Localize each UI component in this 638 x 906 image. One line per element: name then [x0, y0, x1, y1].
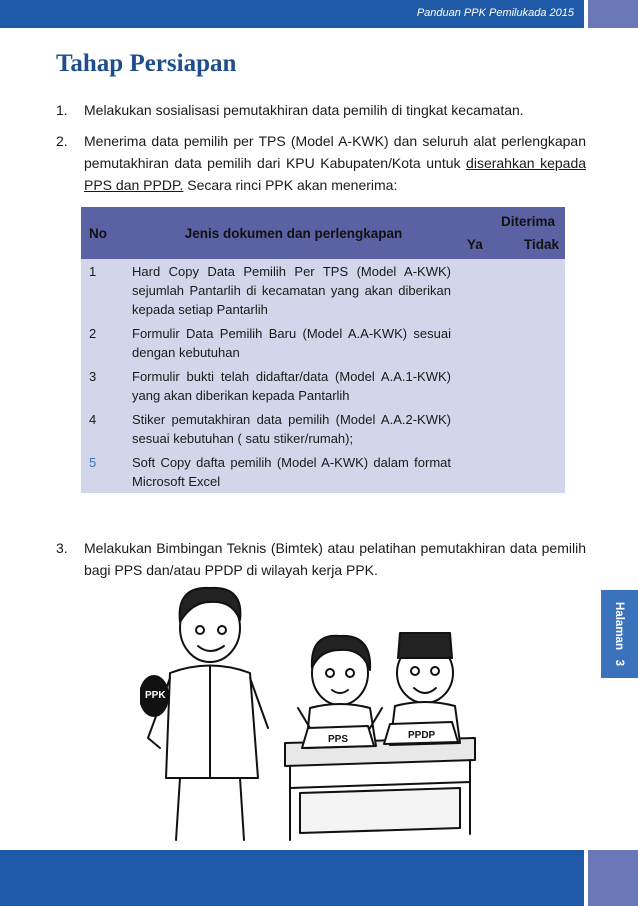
- documents-table: [81, 207, 565, 493]
- table-row: [81, 259, 565, 321]
- row-description: Hard Copy Data Pemilih Per TPS (Model A-KWK) sejumlah Pantarlih di kecamatan yang akan diberikan kepada setiap Pantarlih: [126, 259, 461, 321]
- header-received-title: Diterima: [500, 214, 555, 229]
- row-description: Stiker pemutakhiran data pemilih (Model A.A.2-KWK) sesuai kebutuhan ( satu stiker/rumah);: [126, 407, 461, 450]
- standing-officer: [140, 588, 268, 840]
- header-no-column: Tidak: [523, 237, 559, 252]
- item-text: Melakukan Bimbingan Teknis (Bimtek) atau pelatihan pemutakhiran data pemilih bagi PPS dan/atau PPDP di wilayah kerja PPK.: [84, 540, 586, 578]
- item-number: 1.: [56, 102, 68, 118]
- item-text-start: Menerima data pemilih per TPS (Model A-KWK) dan seluruh alat perlengkapan pemutakhiran data pemilih dari KPU Kabupaten/Kota untuk: [84, 133, 586, 171]
- row-number: 2: [81, 321, 126, 364]
- item-number: 2.: [56, 133, 68, 149]
- officials-illustration: [140, 578, 480, 848]
- table-header-row: [81, 207, 565, 259]
- item-text-end: Secara rinci PPK akan menerima:: [183, 177, 398, 193]
- header-received: [461, 207, 565, 259]
- item-text: [84, 130, 586, 196]
- header-no: No: [81, 207, 126, 259]
- desk-left-label: PPS: [328, 734, 349, 745]
- received-cell: [461, 259, 565, 493]
- row-description: Formulir Data Pemilih Baru (Model A.A-KWK) sesuai dengan kebutuhan: [126, 321, 461, 364]
- bottom-banner: [0, 850, 584, 906]
- officer-badge-label: PPK: [145, 690, 166, 701]
- page-number: 3: [613, 659, 625, 666]
- bottom-corner-block: [588, 850, 638, 906]
- desk: [285, 738, 475, 840]
- desk-right-label: PPDP: [408, 730, 436, 741]
- row-number: 3: [81, 364, 126, 407]
- list-item-2: [56, 130, 586, 196]
- row-number: 5: [81, 450, 126, 493]
- page-title: Tahap Persiapan: [56, 50, 237, 77]
- item-number: 3.: [56, 540, 68, 556]
- running-header: Panduan PPK Pemilukada 2015: [416, 7, 574, 19]
- list-item-1: [56, 99, 586, 121]
- top-corner-block: [588, 0, 638, 28]
- header-yes: Ya: [467, 237, 483, 252]
- page-label: Halaman: [613, 602, 625, 650]
- header-description: Jenis dokumen dan perlengkapan: [126, 207, 461, 259]
- page-number-label: [613, 602, 625, 666]
- row-number: 4: [81, 407, 126, 450]
- row-description: Soft Copy dafta pemilih (Model A-KWK) dalam format Microsoft Excel: [126, 450, 461, 493]
- item-text-underlined: diserahkan kepada PPS dan PPDP.: [84, 155, 587, 193]
- item-text: Melakukan sosialisasi pemutakhiran data pemilih di tingkat kecamatan.: [84, 102, 524, 118]
- row-number: 1: [81, 259, 126, 321]
- list-item-3: [56, 537, 586, 581]
- row-description: Formulir bukti telah didaftar/data (Model A.A.1-KWK) yang akan diberikan kepada Pantarlih: [126, 364, 461, 407]
